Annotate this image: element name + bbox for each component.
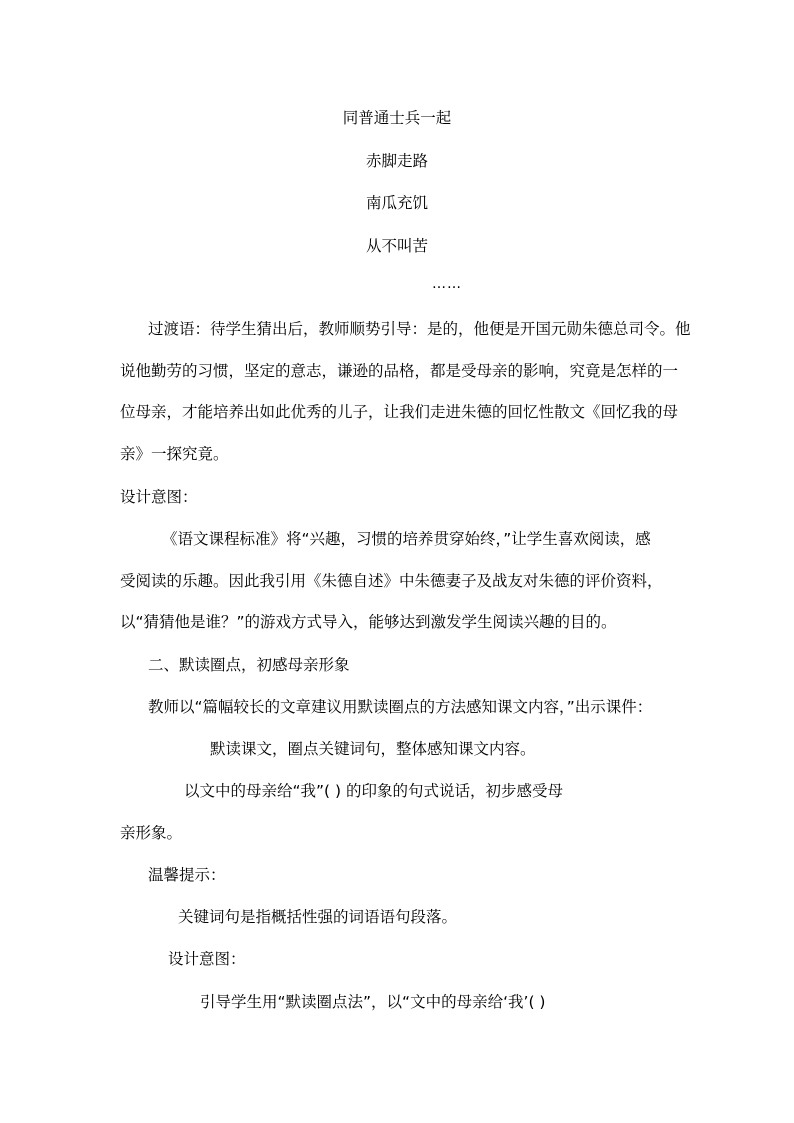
poem-line-1: 同普通士兵一起 [342,109,452,127]
tip-text: 关键词句是指概括性强的词语语句段落。 [178,908,458,926]
design-intent-line-1: 《语文课程标准》将“兴趣，习惯的培养贯穿始终，”让学生喜欢阅读，感 [162,530,651,548]
design-heading-2: 设计意图： [168,950,246,968]
transition-line-2: 说他勤劳的习惯，坚定的意志，谦逊的品格，都是受母亲的影响，究竟是怎样的一 [120,362,679,380]
task-2-line-2: 亲形象。 [120,824,183,842]
tip-heading: 温馨提示： [148,866,226,884]
poem-ellipsis: …… [432,276,462,292]
section-intro: 教师以“篇幅较长的文章建议用默读圈点的方法感知课文内容，”出示课件： [148,698,653,716]
poem-line-3: 南瓜充饥 [365,194,428,212]
design-line-2: 引导学生用“默读圈点法”，以“文中的母亲给‘我’( ) [200,993,546,1011]
poem-line-4: 从不叫苦 [365,237,428,255]
task-2-line-1: 以文中的母亲给“我”( ) 的印象的句式说话，初步感受母 [184,782,564,800]
transition-line-3: 位母亲，才能培养出如此优秀的儿子，让我们走进朱德的回忆性散文《回忆我的母 [120,403,679,421]
transition-line-1: 过渡语：待学生猜出后，教师顺势引导：是的，他便是开国元勋朱德总司令。他 [148,320,691,338]
poem-line-2: 赤脚走路 [365,152,428,170]
transition-line-4: 亲》一探究竟。 [120,445,229,463]
design-intent-heading: 设计意图： [120,488,198,506]
section-heading: 二、默读圈点，初感母亲形象 [148,656,350,674]
design-intent-line-2: 受阅读的乐趣。因此我引用《朱德自述》中朱德妻子及战友对朱德的评价资料， [120,572,663,590]
design-intent-line-3: 以“猜猜他是谁？”的游戏方式导入，能够达到激发学生阅读兴趣的目的。 [120,613,617,631]
task-1: 默读课文，圈点关键词句，整体感知课文内容。 [210,740,536,758]
